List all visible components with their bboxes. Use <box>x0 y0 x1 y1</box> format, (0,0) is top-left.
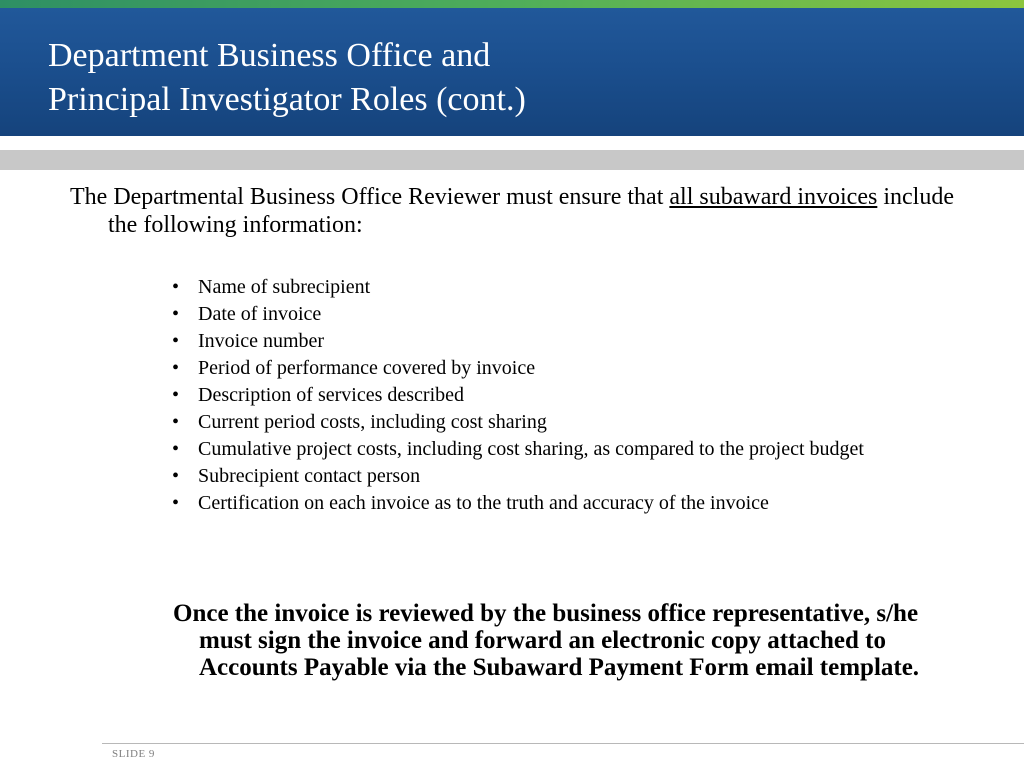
list-item-text: Cumulative project costs, including cost sharing, as compared to the project budget <box>198 438 864 460</box>
header-band <box>0 8 1024 136</box>
bullet-dot-icon: • <box>172 411 180 433</box>
list-item-text: Description of services described <box>198 384 465 406</box>
slide-title-line-2: Principal Investigator Roles (cont.) <box>48 81 526 118</box>
top-accent-bar <box>0 0 1024 8</box>
intro-underlined-text: all subaward invoices <box>669 184 878 210</box>
bullet-dot-icon: • <box>172 492 180 514</box>
bullet-dot-icon: • <box>172 303 180 325</box>
bullet-dot-icon: • <box>172 357 180 379</box>
list-item <box>172 465 972 487</box>
intro-paragraph <box>70 183 988 239</box>
bullet-dot-icon: • <box>172 276 180 298</box>
list-item <box>172 492 972 514</box>
divider-band <box>0 150 1024 170</box>
bullet-dot-icon: • <box>172 384 180 406</box>
bullet-dot-icon: • <box>172 330 180 352</box>
list-item <box>172 303 972 325</box>
list-item-text: Invoice number <box>198 330 325 352</box>
intro-text-before: The Departmental Business Office Reviewer must ensure that <box>70 184 670 210</box>
list-item-text: Current period costs, including cost sharing <box>198 411 547 433</box>
list-item <box>172 357 972 379</box>
list-item <box>172 384 972 406</box>
slide-title-line-1: Department Business Office and <box>48 37 491 74</box>
intro-text-after: include the following information: <box>108 184 954 238</box>
bullet-dot-icon: • <box>172 465 180 487</box>
slide-number: SLIDE 9 <box>112 748 155 760</box>
required-info-list <box>172 276 972 519</box>
list-item <box>172 438 972 460</box>
list-item <box>172 330 972 352</box>
closing-statement: Once the invoice is reviewed by the business office representative, s/he must sign the invoice and forward an electronic copy attached to Accounts Payable via the Subaward Payment Form email template. <box>173 600 920 681</box>
footer-divider <box>102 743 1024 744</box>
slide-title <box>48 34 998 122</box>
list-item-text: Date of invoice <box>198 303 322 325</box>
list-item-text: Name of subrecipient <box>198 276 371 298</box>
list-item <box>172 411 972 433</box>
list-item-text: Certification on each invoice as to the truth and accuracy of the invoice <box>198 492 769 514</box>
list-item-text: Period of performance covered by invoice <box>198 357 536 379</box>
bullet-dot-icon: • <box>172 438 180 460</box>
list-item <box>172 276 972 298</box>
list-item-text: Subrecipient contact person <box>198 465 421 487</box>
